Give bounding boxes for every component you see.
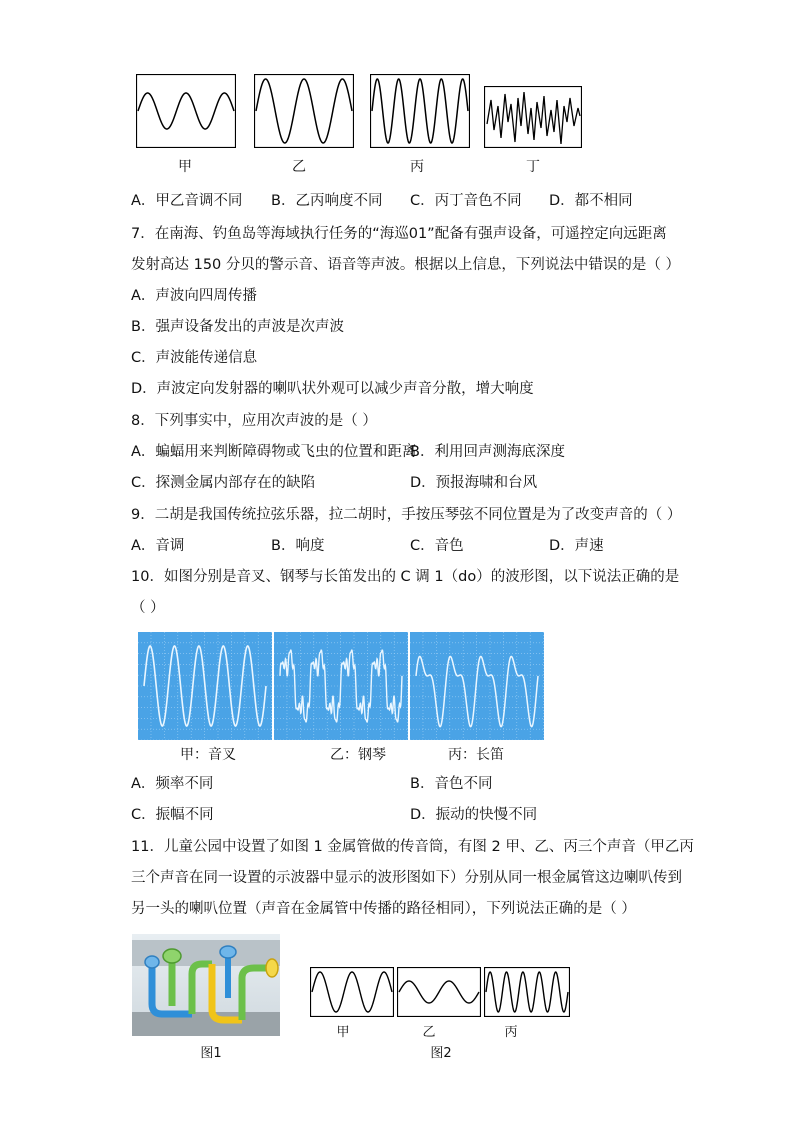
q11-stem-line2: 三个声音在同一设置的示波器中显示的波形图如下）分别从同一根金属管这边喇叭传到 bbox=[131, 870, 682, 886]
q6-wave-bing bbox=[370, 74, 470, 148]
q10-option-c[interactable]: C．振幅不同 bbox=[131, 807, 214, 823]
q8-option-b[interactable]: B．利用回声测海底深度 bbox=[410, 444, 565, 460]
q8-option-c[interactable]: C．探测金属内部存在的缺陷 bbox=[131, 475, 316, 491]
q9-option-a[interactable]: A．音调 bbox=[131, 538, 185, 554]
q10-scope-flute bbox=[410, 632, 544, 740]
q10-caption-yi: 乙：钢琴 bbox=[330, 747, 386, 763]
q7-stem-line2: 发射高达 150 分贝的警示音、语音等声波。根据以上信息，下列说法中错误的是（ ） bbox=[131, 257, 681, 273]
q10-caption-jia: 甲：音叉 bbox=[180, 747, 236, 763]
q11-wave-label-bing: 丙 bbox=[504, 1025, 518, 1040]
q9-option-c[interactable]: C．音色 bbox=[410, 538, 464, 554]
q11-wave-bing bbox=[484, 967, 570, 1017]
q6-label-ding: 丁 bbox=[526, 159, 540, 175]
q11-stem-line1: 11．儿童公园中设置了如图 1 金属管做的传音筒，有图 2 甲、乙、丙三个声音（甲乙丙 bbox=[131, 839, 694, 855]
q8-option-d[interactable]: D．预报海啸和台风 bbox=[410, 475, 538, 491]
q6-option-d[interactable]: D．都不相同 bbox=[549, 193, 633, 209]
q9-option-d[interactable]: D．声速 bbox=[549, 538, 604, 554]
q10-stem-line2: （ ） bbox=[131, 600, 165, 616]
q7-option-a[interactable]: A．声波向四周传播 bbox=[131, 288, 257, 304]
q11-fig1-label: 图1 bbox=[200, 1046, 222, 1061]
q11-wave-jia bbox=[310, 967, 394, 1017]
q10-stem-line1: 10．如图分别是音叉、钢琴与长笛发出的 C 调 1（do）的波形图，以下说法正确的是 bbox=[131, 569, 680, 585]
q6-wave-jia bbox=[136, 74, 236, 148]
q6-option-b[interactable]: B．乙丙响度不同 bbox=[271, 193, 383, 209]
q11-fig1-tube-photo bbox=[132, 934, 280, 1036]
q6-label-bing: 丙 bbox=[410, 159, 424, 175]
q11-stem-line3: 另一头的喇叭位置（声音在金属管中传播的路径相同），下列说法正确的是（ ） bbox=[131, 901, 636, 917]
q11-fig2-label: 图2 bbox=[430, 1046, 452, 1061]
q7-stem-line1: 7．在南海、钓鱼岛等海域执行任务的“海巡01”配备有强声设备，可遥控定向远距离 bbox=[131, 226, 667, 242]
q9-stem: 9．二胡是我国传统拉弦乐器，拉二胡时，手按压琴弦不同位置是为了改变声音的（ ） bbox=[131, 507, 682, 523]
q10-option-a[interactable]: A．频率不同 bbox=[131, 776, 214, 792]
q10-scope-tuning-fork bbox=[138, 632, 272, 740]
q11-wave-label-jia: 甲 bbox=[336, 1025, 350, 1040]
q10-caption-bing: 丙：长笛 bbox=[448, 747, 504, 763]
q10-scope-piano bbox=[274, 632, 408, 740]
q6-option-a[interactable]: A．甲乙音调不同 bbox=[131, 193, 243, 209]
q10-option-d[interactable]: D．振动的快慢不同 bbox=[410, 807, 538, 823]
q8-stem: 8．下列事实中，应用次声波的是（ ） bbox=[131, 413, 377, 429]
q6-label-jia: 甲 bbox=[178, 159, 192, 175]
q6-option-c[interactable]: C．丙丁音色不同 bbox=[410, 193, 522, 209]
q7-option-c[interactable]: C．声波能传递信息 bbox=[131, 350, 258, 366]
q11-wave-yi bbox=[397, 967, 481, 1017]
q6-label-yi: 乙 bbox=[292, 159, 306, 175]
q7-option-d[interactable]: D．声波定向发射器的喇叭状外观可以减少声音分散，增大响度 bbox=[131, 381, 534, 397]
q7-option-b[interactable]: B．强声设备发出的声波是次声波 bbox=[131, 319, 344, 335]
q9-option-b[interactable]: B．响度 bbox=[271, 538, 325, 554]
q10-option-b[interactable]: B．音色不同 bbox=[410, 776, 493, 792]
q11-wave-label-yi: 乙 bbox=[422, 1025, 436, 1040]
q8-option-a[interactable]: A．蝙蝠用来判断障碍物或飞虫的位置和距离 bbox=[131, 444, 417, 460]
q6-wave-ding bbox=[484, 86, 582, 148]
q6-wave-yi bbox=[254, 74, 354, 148]
